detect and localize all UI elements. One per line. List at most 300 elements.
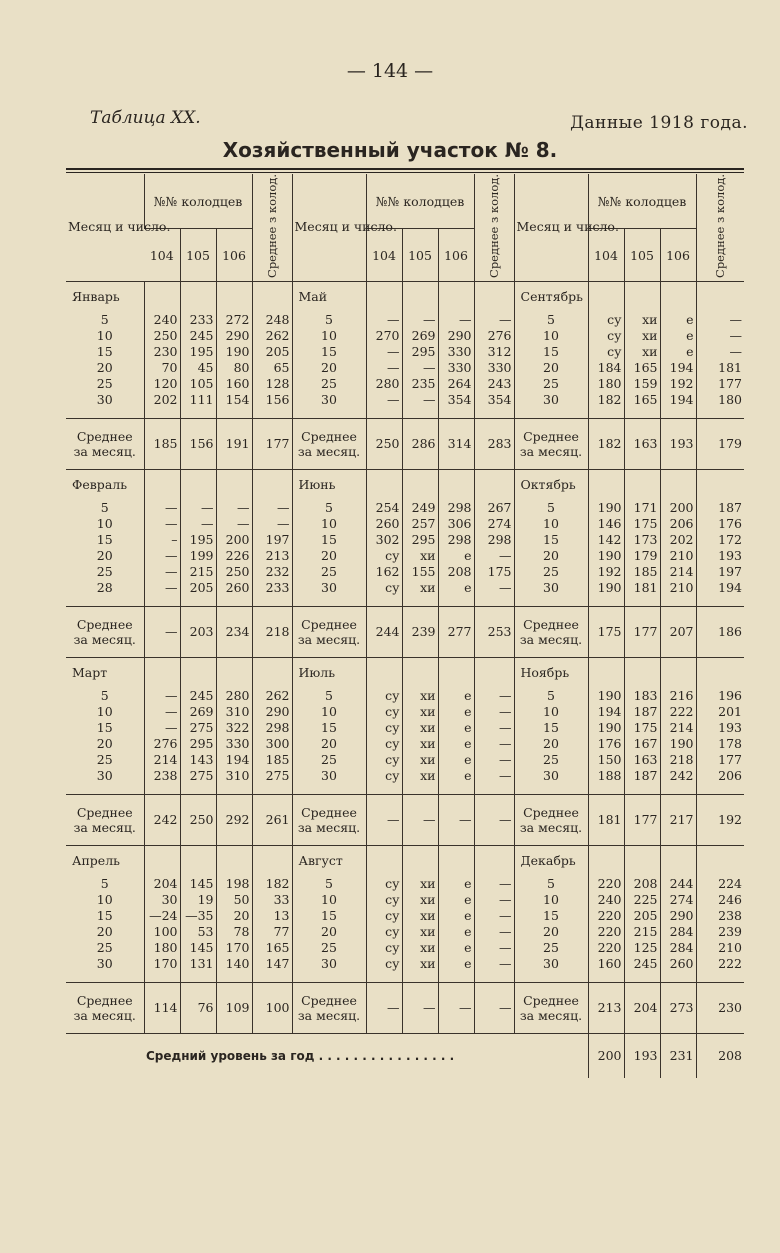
day-cell: 30 [292, 580, 366, 596]
avg-value: — [474, 794, 514, 845]
month-name: Апрель [66, 845, 144, 876]
level-cell: 290 [216, 328, 252, 344]
day-cell: 10 [96, 516, 113, 532]
empty-cell [366, 596, 402, 607]
avg-cell: 232 [252, 564, 292, 580]
level-cell: хи [624, 344, 660, 360]
empty-cell [438, 281, 474, 312]
yearly-average-row [66, 1033, 744, 1078]
avg-cell: 197 [252, 532, 292, 548]
day-cell: 15 [292, 720, 366, 736]
empty-cell [438, 596, 474, 607]
level-cell: 199 [180, 548, 216, 564]
empty-cell [292, 408, 366, 419]
avg-cell: 201 [696, 704, 744, 720]
avg-value: 181 [588, 794, 624, 845]
level-cell: 330 [216, 736, 252, 752]
yearly-label: Средний уровень за год . . . . . . . . . . . . . . . . [146, 1048, 455, 1063]
empty-cell [438, 845, 474, 876]
level-cell: — [216, 500, 252, 516]
empty-cell [66, 596, 144, 607]
avg-value: 234 [216, 606, 252, 657]
yearly-value: 200 [588, 1033, 624, 1078]
level-cell: 295 [402, 344, 438, 360]
day-cell: 20 [292, 924, 366, 940]
level-cell: хи [402, 704, 438, 720]
avg-cell: 239 [696, 924, 744, 940]
avg-cell: 354 [474, 392, 514, 408]
day-cell: 10 [292, 328, 366, 344]
level-cell: е [438, 768, 474, 784]
empty-cell [180, 469, 216, 500]
empty-cell [438, 657, 474, 688]
level-cell: 310 [216, 768, 252, 784]
empty-cell [252, 408, 292, 419]
avg-label: Среднее за месяц. [292, 418, 366, 469]
day-cell: 30 [96, 956, 113, 972]
level-cell: 165 [624, 392, 660, 408]
empty-cell [624, 408, 660, 419]
level-cell: — [216, 516, 252, 532]
day-cell: 15 [292, 908, 366, 924]
avg-cell: — [252, 500, 292, 516]
level-cell: 200 [660, 500, 696, 516]
level-cell: 275 [180, 720, 216, 736]
day-cell: 15 [96, 908, 113, 924]
level-cell: — [144, 580, 180, 596]
table-row [66, 908, 744, 924]
day-cell: 15 [96, 720, 113, 736]
level-cell: 194 [660, 392, 696, 408]
avg-cell: 248 [252, 312, 292, 328]
level-cell: 298 [438, 500, 474, 516]
level-cell: 210 [660, 548, 696, 564]
level-cell: 250 [144, 328, 180, 344]
avg-label: Среднее за месяц. [514, 606, 588, 657]
month-name: Сентябрь [514, 281, 588, 312]
empty-cell [660, 657, 696, 688]
level-cell: 194 [216, 752, 252, 768]
level-cell: 306 [438, 516, 474, 532]
empty-cell [438, 408, 474, 419]
avg-cell: 177 [696, 376, 744, 392]
avg-value: — [438, 982, 474, 1033]
level-cell: 202 [660, 532, 696, 548]
level-cell: 182 [588, 392, 624, 408]
empty-cell [252, 972, 292, 983]
avg-value: — [402, 794, 438, 845]
level-cell: 269 [402, 328, 438, 344]
month-row [66, 281, 744, 312]
day-cell: 25 [292, 752, 366, 768]
table-row [66, 956, 744, 972]
avg-cell: 172 [696, 532, 744, 548]
level-cell: е [438, 736, 474, 752]
avg-cell: 180 [696, 392, 744, 408]
avg-value: 292 [216, 794, 252, 845]
day-cell: 5 [100, 312, 109, 328]
day-cell: 10 [292, 704, 366, 720]
empty-cell [144, 972, 180, 983]
empty-cell [696, 784, 744, 795]
level-cell: 235 [402, 376, 438, 392]
avg-cell: — [474, 704, 514, 720]
empty-cell [180, 281, 216, 312]
empty-cell [514, 596, 588, 607]
level-cell: е [660, 328, 696, 344]
empty-cell [366, 281, 402, 312]
empty-cell [588, 845, 624, 876]
level-cell: хи [402, 580, 438, 596]
empty-cell [660, 845, 696, 876]
level-cell: су [366, 688, 402, 704]
level-cell: 120 [144, 376, 180, 392]
level-cell: — [366, 360, 402, 376]
level-cell: 330 [438, 360, 474, 376]
day-cell: 25 [292, 564, 366, 580]
day-cell: 20 [96, 924, 113, 940]
level-cell: 260 [216, 580, 252, 596]
level-cell: су [366, 908, 402, 924]
level-cell: — [180, 516, 216, 532]
day-cell: 28 [96, 580, 113, 596]
level-cell: 190 [588, 688, 624, 704]
empty-cell [402, 281, 438, 312]
level-cell: 160 [216, 376, 252, 392]
empty-cell [144, 281, 180, 312]
level-cell: 215 [624, 924, 660, 940]
day-cell: 5 [100, 500, 109, 516]
empty-cell [588, 281, 624, 312]
level-cell: — [144, 564, 180, 580]
level-cell: 254 [366, 500, 402, 516]
level-cell: е [438, 956, 474, 972]
day-cell: 10 [292, 516, 366, 532]
empty-cell [588, 469, 624, 500]
empty-cell [402, 972, 438, 983]
day-cell: 5 [514, 500, 588, 516]
level-cell: 105 [180, 376, 216, 392]
level-cell: — [366, 344, 402, 360]
level-cell: 140 [216, 956, 252, 972]
day-cell: 5 [514, 688, 588, 704]
day-cell: 30 [292, 768, 366, 784]
avg-value: 204 [624, 982, 660, 1033]
avg-cell: 176 [696, 516, 744, 532]
empty-cell [180, 596, 216, 607]
level-cell: 245 [180, 688, 216, 704]
empty-cell [180, 972, 216, 983]
empty-cell [216, 972, 252, 983]
level-cell: 250 [216, 564, 252, 580]
level-cell: 179 [624, 548, 660, 564]
empty-cell [514, 972, 588, 983]
day-cell: 25 [292, 940, 366, 956]
month-col-header: Месяц и число. [514, 174, 588, 281]
level-cell: 184 [588, 360, 624, 376]
avg-cell: 177 [696, 752, 744, 768]
day-cell: 10 [514, 516, 588, 532]
level-cell: 214 [144, 752, 180, 768]
level-cell: 53 [180, 924, 216, 940]
avg-col-header: Среднее з колод. [696, 174, 744, 281]
avg-value: — [366, 794, 402, 845]
level-cell: 78 [216, 924, 252, 940]
table-row [66, 752, 744, 768]
empty-cell [474, 596, 514, 607]
empty-cell [144, 469, 180, 500]
day-cell: 30 [514, 768, 588, 784]
avg-cell: 185 [252, 752, 292, 768]
level-cell: — [402, 392, 438, 408]
day-cell: 30 [96, 392, 113, 408]
empty-cell [180, 845, 216, 876]
well-106-header: 106 [438, 229, 474, 282]
level-cell: 190 [660, 736, 696, 752]
avg-label: Среднее за месяц. [514, 982, 588, 1033]
day-cell: 25 [96, 752, 113, 768]
table-row [66, 704, 744, 720]
avg-cell: — [474, 688, 514, 704]
avg-cell: 13 [252, 908, 292, 924]
empty-cell [438, 972, 474, 983]
level-cell: 171 [624, 500, 660, 516]
avg-cell: — [474, 580, 514, 596]
level-cell: 19 [180, 892, 216, 908]
empty-cell [474, 469, 514, 500]
day-cell: 30 [292, 392, 366, 408]
empty-cell [402, 845, 438, 876]
avg-cell: 300 [252, 736, 292, 752]
avg-value: 203 [180, 606, 216, 657]
table-row [66, 876, 744, 892]
level-cell: хи [402, 892, 438, 908]
level-cell: 240 [588, 892, 624, 908]
level-cell: 150 [588, 752, 624, 768]
empty-cell [438, 784, 474, 795]
level-cell: 233 [180, 312, 216, 328]
water-level-table [66, 174, 744, 1078]
empty-cell [216, 408, 252, 419]
avg-cell: 147 [252, 956, 292, 972]
well-104-header: 104 [588, 229, 624, 282]
avg-cell: 275 [252, 768, 292, 784]
table-row [66, 924, 744, 940]
yearly-value: 193 [624, 1033, 660, 1078]
level-cell: 190 [588, 580, 624, 596]
day-cell: 20 [514, 548, 588, 564]
level-cell: су [588, 328, 624, 344]
level-cell: 222 [660, 704, 696, 720]
level-cell: 159 [624, 376, 660, 392]
empty-cell [180, 784, 216, 795]
avg-cell: 290 [252, 704, 292, 720]
level-cell: 192 [660, 376, 696, 392]
level-cell: 202 [144, 392, 180, 408]
level-cell: 280 [366, 376, 402, 392]
table-row [66, 500, 744, 516]
avg-value: 114 [144, 982, 180, 1033]
level-cell: е [438, 908, 474, 924]
level-cell: 220 [588, 876, 624, 892]
avg-cell: 213 [252, 548, 292, 564]
avg-label: Среднее за месяц. [292, 982, 366, 1033]
level-cell: 170 [144, 956, 180, 972]
level-cell: 145 [180, 876, 216, 892]
level-cell: 257 [402, 516, 438, 532]
day-cell: 30 [514, 956, 588, 972]
day-cell: 5 [292, 312, 366, 328]
day-cell: 15 [292, 344, 366, 360]
table-row [66, 376, 744, 392]
level-cell: 155 [402, 564, 438, 580]
avg-cell: 175 [474, 564, 514, 580]
empty-cell [474, 408, 514, 419]
level-cell: су [366, 736, 402, 752]
empty-cell [660, 784, 696, 795]
avg-value: 177 [624, 606, 660, 657]
level-cell: 245 [180, 328, 216, 344]
avg-cell: 330 [474, 360, 514, 376]
level-cell: 190 [588, 548, 624, 564]
level-cell: 146 [588, 516, 624, 532]
day-cell: 25 [292, 376, 366, 392]
avg-value: 273 [660, 982, 696, 1033]
table-row [66, 532, 744, 548]
empty-cell [144, 784, 180, 795]
empty-cell [180, 408, 216, 419]
level-cell: 175 [624, 720, 660, 736]
avg-cell: 156 [252, 392, 292, 408]
month-name: Июль [292, 657, 366, 688]
day-cell: 20 [96, 360, 113, 376]
monthly-average-row [66, 418, 744, 469]
empty-cell [588, 784, 624, 795]
empty-cell [366, 469, 402, 500]
avg-cell: — [474, 892, 514, 908]
day-cell: 10 [514, 704, 588, 720]
empty-cell [252, 281, 292, 312]
avg-value: 218 [252, 606, 292, 657]
empty-cell [474, 972, 514, 983]
empty-cell [514, 784, 588, 795]
level-cell: е [438, 688, 474, 704]
level-cell: 183 [624, 688, 660, 704]
table-row [66, 360, 744, 376]
month-row [66, 845, 744, 876]
avg-col-header: Среднее з колод. [474, 174, 514, 281]
avg-cell: 233 [252, 580, 292, 596]
avg-cell: 267 [474, 500, 514, 516]
avg-label: Среднее за месяц. [66, 794, 144, 845]
level-cell: — [438, 312, 474, 328]
level-cell: 187 [624, 704, 660, 720]
table-row [66, 580, 744, 596]
level-cell: 249 [402, 500, 438, 516]
empty-cell [216, 596, 252, 607]
level-cell: су [366, 720, 402, 736]
avg-cell: 182 [252, 876, 292, 892]
level-cell: 100 [144, 924, 180, 940]
level-cell: 269 [180, 704, 216, 720]
avg-value: 76 [180, 982, 216, 1033]
avg-value: — [474, 982, 514, 1033]
empty-cell [216, 845, 252, 876]
table-row [66, 328, 744, 344]
level-cell: 205 [624, 908, 660, 924]
empty-cell [660, 469, 696, 500]
level-cell: су [366, 892, 402, 908]
avg-value: 179 [696, 418, 744, 469]
empty-cell [588, 972, 624, 983]
avg-label: Среднее за месяц. [66, 606, 144, 657]
avg-value: 217 [660, 794, 696, 845]
avg-cell: — [474, 924, 514, 940]
level-cell: хи [402, 924, 438, 940]
avg-cell: 312 [474, 344, 514, 360]
empty-cell [696, 596, 744, 607]
avg-value: 186 [696, 606, 744, 657]
wells-group-header: №№ колодцев [144, 174, 252, 229]
level-cell: 230 [144, 344, 180, 360]
table-row [66, 392, 744, 408]
day-cell: 15 [514, 532, 588, 548]
empty-cell [66, 408, 144, 419]
avg-value: 283 [474, 418, 514, 469]
avg-label: Среднее за месяц. [514, 794, 588, 845]
day-cell: 25 [514, 752, 588, 768]
empty-cell [474, 281, 514, 312]
day-cell: 30 [514, 392, 588, 408]
avg-cell: 194 [696, 580, 744, 596]
empty-cell [402, 784, 438, 795]
level-cell: 214 [660, 564, 696, 580]
avg-cell: 276 [474, 328, 514, 344]
day-cell: 10 [96, 328, 113, 344]
level-cell: – [144, 532, 180, 548]
level-cell: 322 [216, 720, 252, 736]
level-cell: 216 [660, 688, 696, 704]
level-cell: — [144, 516, 180, 532]
day-cell: 20 [514, 924, 588, 940]
level-cell: 354 [438, 392, 474, 408]
avg-cell: 187 [696, 500, 744, 516]
level-cell: хи [624, 328, 660, 344]
level-cell: е [660, 344, 696, 360]
avg-cell: — [474, 312, 514, 328]
day-cell: 5 [100, 688, 109, 704]
well-105-header: 105 [180, 229, 216, 282]
level-cell: 270 [366, 328, 402, 344]
level-cell: — [144, 720, 180, 736]
avg-label: Среднее за месяц. [292, 794, 366, 845]
yearly-value: 231 [660, 1033, 696, 1078]
empty-cell [402, 408, 438, 419]
avg-cell: 246 [696, 892, 744, 908]
month-name: Ноябрь [514, 657, 588, 688]
avg-cell: 33 [252, 892, 292, 908]
level-cell: 208 [438, 564, 474, 580]
table-row [66, 768, 744, 784]
day-cell: 30 [96, 768, 113, 784]
level-cell: 143 [180, 752, 216, 768]
level-cell: е [438, 548, 474, 564]
month-col-header: Месяц и число. [68, 219, 171, 235]
empty-cell [624, 784, 660, 795]
level-cell: 163 [624, 752, 660, 768]
level-cell: 210 [660, 580, 696, 596]
avg-cell: 298 [474, 532, 514, 548]
